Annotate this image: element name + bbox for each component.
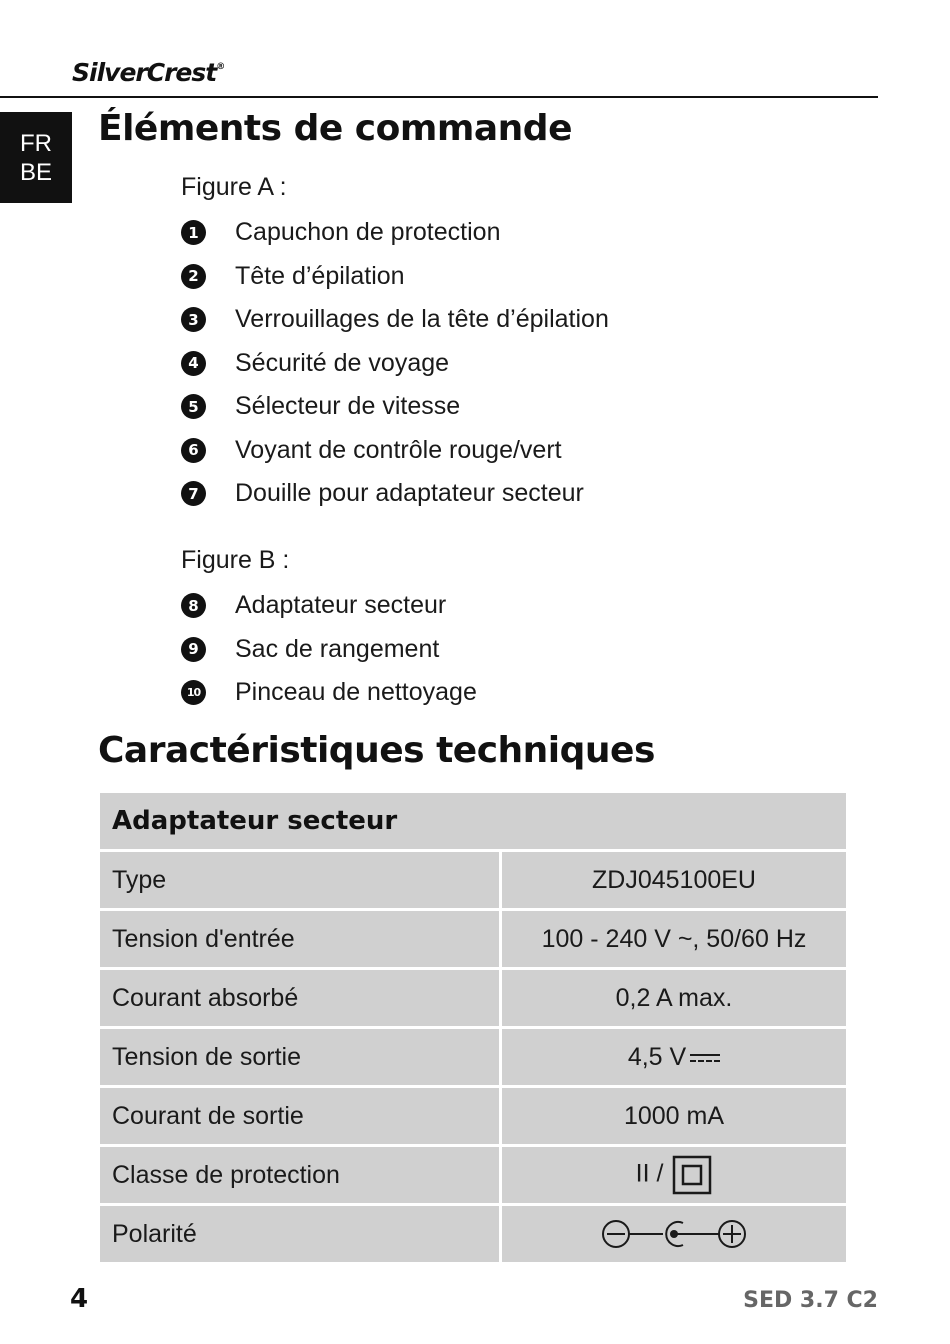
item-label: Pinceau de nettoyage xyxy=(235,678,477,707)
table-row xyxy=(100,852,846,908)
spec-key: Courant absorbé xyxy=(100,970,499,1026)
list-item xyxy=(181,671,477,715)
spec-key: Classe de protection xyxy=(100,1147,499,1203)
list-item xyxy=(181,211,609,255)
table-header-row xyxy=(100,793,846,849)
item-number-badge: 10 xyxy=(181,680,206,705)
specifications-table xyxy=(97,790,849,1265)
brand-name: SilverCrest xyxy=(72,58,217,87)
section-title-controls: Éléments de commande xyxy=(98,108,572,149)
protection-class-ii-icon xyxy=(672,1155,712,1195)
table-row xyxy=(100,911,846,967)
item-number-badge: 9 xyxy=(181,637,206,662)
spec-value: 4,5 V xyxy=(627,1042,687,1071)
polarity-icon xyxy=(601,1217,747,1251)
list-item xyxy=(181,472,609,516)
spec-key: Tension de sortie xyxy=(100,1029,499,1085)
item-number-badge: 1 xyxy=(181,220,206,245)
figure-b-label: Figure B : xyxy=(181,546,290,574)
page-number: 4 xyxy=(70,1284,89,1314)
list-item xyxy=(181,429,609,473)
list-item xyxy=(181,628,477,672)
item-label: Adaptateur secteur xyxy=(235,591,447,620)
language-tab xyxy=(0,112,72,203)
table-row xyxy=(100,1088,846,1144)
figure-a-label: Figure A : xyxy=(181,173,287,201)
dc-voltage-icon xyxy=(690,1052,720,1064)
figure-b-list xyxy=(181,584,477,715)
model-number: SED 3.7 C2 xyxy=(743,1288,878,1313)
item-label: Douille pour adaptateur secteur xyxy=(235,479,584,508)
spec-key: Polarité xyxy=(100,1206,499,1262)
item-number-badge: 3 xyxy=(181,307,206,332)
spec-value: 100 - 240 V ~, 50/60 Hz xyxy=(502,911,846,967)
spec-value-cell xyxy=(502,1029,846,1085)
item-number-badge: 6 xyxy=(181,438,206,463)
section-title-specs: Caractéristiques techniques xyxy=(98,730,655,771)
spec-value: 1000 mA xyxy=(502,1088,846,1144)
registered-mark: ® xyxy=(216,62,225,72)
item-label: Sélecteur de vitesse xyxy=(235,392,461,421)
language-code-be: BE xyxy=(19,158,52,186)
item-number-badge: 5 xyxy=(181,394,206,419)
language-code-fr: FR xyxy=(20,129,52,157)
list-item xyxy=(181,342,609,386)
header-rule xyxy=(0,96,878,98)
list-item xyxy=(181,584,477,628)
table-header: Adaptateur secteur xyxy=(100,793,846,849)
item-label: Sac de rangement xyxy=(235,634,440,663)
list-item xyxy=(181,298,609,342)
spec-value-cell xyxy=(502,1147,846,1203)
item-label: Capuchon de protection xyxy=(235,218,501,247)
list-item xyxy=(181,385,609,429)
spec-key: Courant de sortie xyxy=(100,1088,499,1144)
spec-key: Tension d'entrée xyxy=(100,911,499,967)
item-number-badge: 8 xyxy=(181,593,206,618)
spec-value: 0,2 A max. xyxy=(502,970,846,1026)
spec-value-cell xyxy=(502,1206,846,1262)
brand-logo xyxy=(72,58,224,87)
item-label: Tête d’épilation xyxy=(235,261,405,290)
spec-key: Type xyxy=(100,852,499,908)
item-label: Voyant de contrôle rouge/vert xyxy=(235,435,562,464)
item-label: Sécurité de voyage xyxy=(235,348,450,377)
table-row xyxy=(100,1029,846,1085)
item-number-badge: 2 xyxy=(181,264,206,289)
table-row xyxy=(100,970,846,1026)
spec-value: ZDJ045100EU xyxy=(502,852,846,908)
item-number-badge: 4 xyxy=(181,351,206,376)
spec-value: II / xyxy=(635,1159,664,1188)
table-row xyxy=(100,1206,846,1262)
item-label: Verrouillages de la tête d’épilation xyxy=(235,305,609,334)
table-row xyxy=(100,1147,846,1203)
list-item xyxy=(181,255,609,299)
item-number-badge: 7 xyxy=(181,481,206,506)
figure-a-list xyxy=(181,211,609,516)
